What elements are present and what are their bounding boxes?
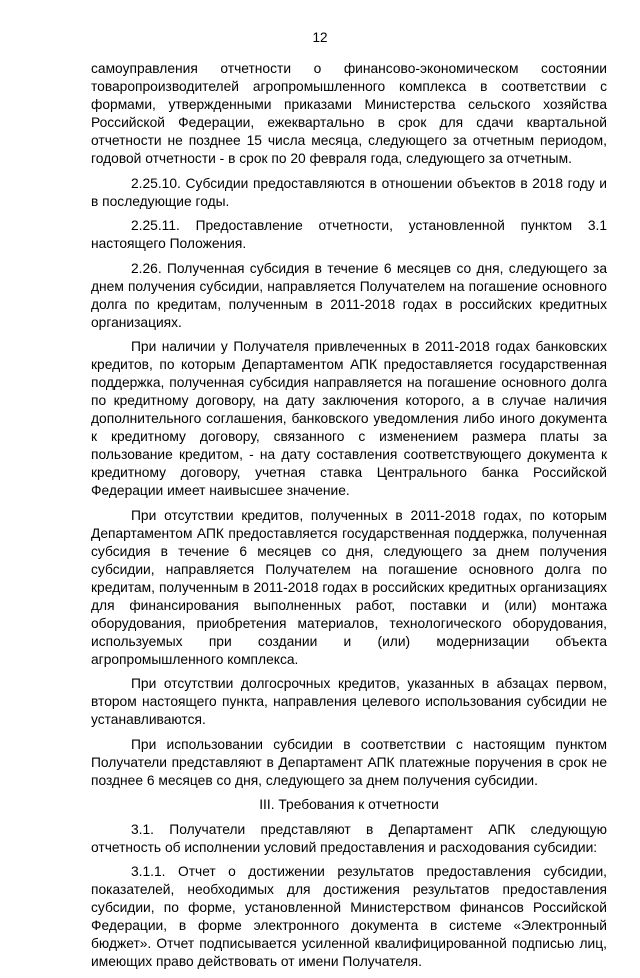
- paragraph-2-25-11: 2.25.11. Предоставление отчетности, установленной пунктом 3.1 настоящего Положения.: [91, 218, 607, 251]
- paragraph-2-26: 2.26. Полученная субсидия в течение 6 месяцев со дня, следующего за днем получения субсидии, направляется Получателем на погашение основного долга по кредитам, полученным в 2011-2018 годах в российских кредитных организациях.: [91, 260, 607, 330]
- paragraph-3-1-1: 3.1.1. Отчет о достижении результатов предоставления субсидии, показателей, необходимых для достижения результатов предоставления субсидии, по форме, установленной Министерством финансов Российской Федерации, в форме электронного документа в системе «Электронный бюджет». Отчет подписывается усиленной квалифицированной подписью лиц, имеющих право действовать от имени Получателя.: [91, 864, 607, 969]
- section-heading: III. Требования к отчетности: [259, 797, 439, 812]
- paragraph-continuation: самоуправления отчетности о финансово-экономическом состоянии товаропроизводителей агропромышленного комплекса в соответствии с формами, утвержденными приказами Министерства сельского хозяйства Российской Федерации, ежеквартально в срок для сдачи квартальной отчетности не позднее 15 числа месяца, следующего за отчетным периодом, годовой отчетности - в срок по 20 февраля года, следующего за отчетным.: [91, 61, 607, 166]
- paragraph-no-long-term-credits: При отсутствии долгосрочных кредитов, указанных в абзацах первом, втором настоящего пункта, направления целевого использования субсидии не устанавливаются.: [91, 676, 607, 727]
- page-number: 12: [312, 30, 328, 45]
- paragraph-credits-available: При наличии у Получателя привлеченных в 2011-2018 годах банковских кредитов, по которым Департаментом АПК предоставляется государственная поддержка, полученная субсидия направляется на погашение основного долга по кредитному договору, на дату заключения которого, а в случае наличия дополнительного соглашения, банковского уведомления либо иного документа к кредитному договору, связанного с изменением размера платы за пользование кредитом, - на дату составления соответствующего документа к кредитному договору, учетная ставка Центрального банка Российской Федерации имеет наивысшее значение.: [91, 339, 607, 498]
- paragraph-no-credits: При отсутствии кредитов, полученных в 2011-2018 годах, по которым Департаментом АПК предоставляется государственная поддержка, полученная субсидия в течение 6 месяцев со дня, следующего за днем получения субсидии, направляется Получателем на погашение основного долга по кредитам, полученным в 2011-2018 годах в российских кредитных организациях для финансирования выполненных работ, поставки и (или) монтажа оборудования, приобретения материалов, технологического оборудования, используемых при создании и (или) модернизации объекта агропромышленного комплекса.: [91, 507, 607, 667]
- paragraph-payment-orders: При использовании субсидии в соответствии с настоящим пунктом Получатели представляют в Департамент АПК платежные поручения в срок не позднее 6 месяцев со дня, следующего за днем получения субсидии.: [91, 736, 607, 788]
- document-body: [91, 60, 607, 978]
- paragraph-3-1: 3.1. Получатели представляют в Департамент АПК следующую отчетность об исполнении условий предоставления и расходования субсидии:: [91, 821, 607, 855]
- paragraph-2-25-10: 2.25.10. Субсидии предоставляются в отношении объектов в 2018 году и в последующие годы.: [91, 175, 607, 209]
